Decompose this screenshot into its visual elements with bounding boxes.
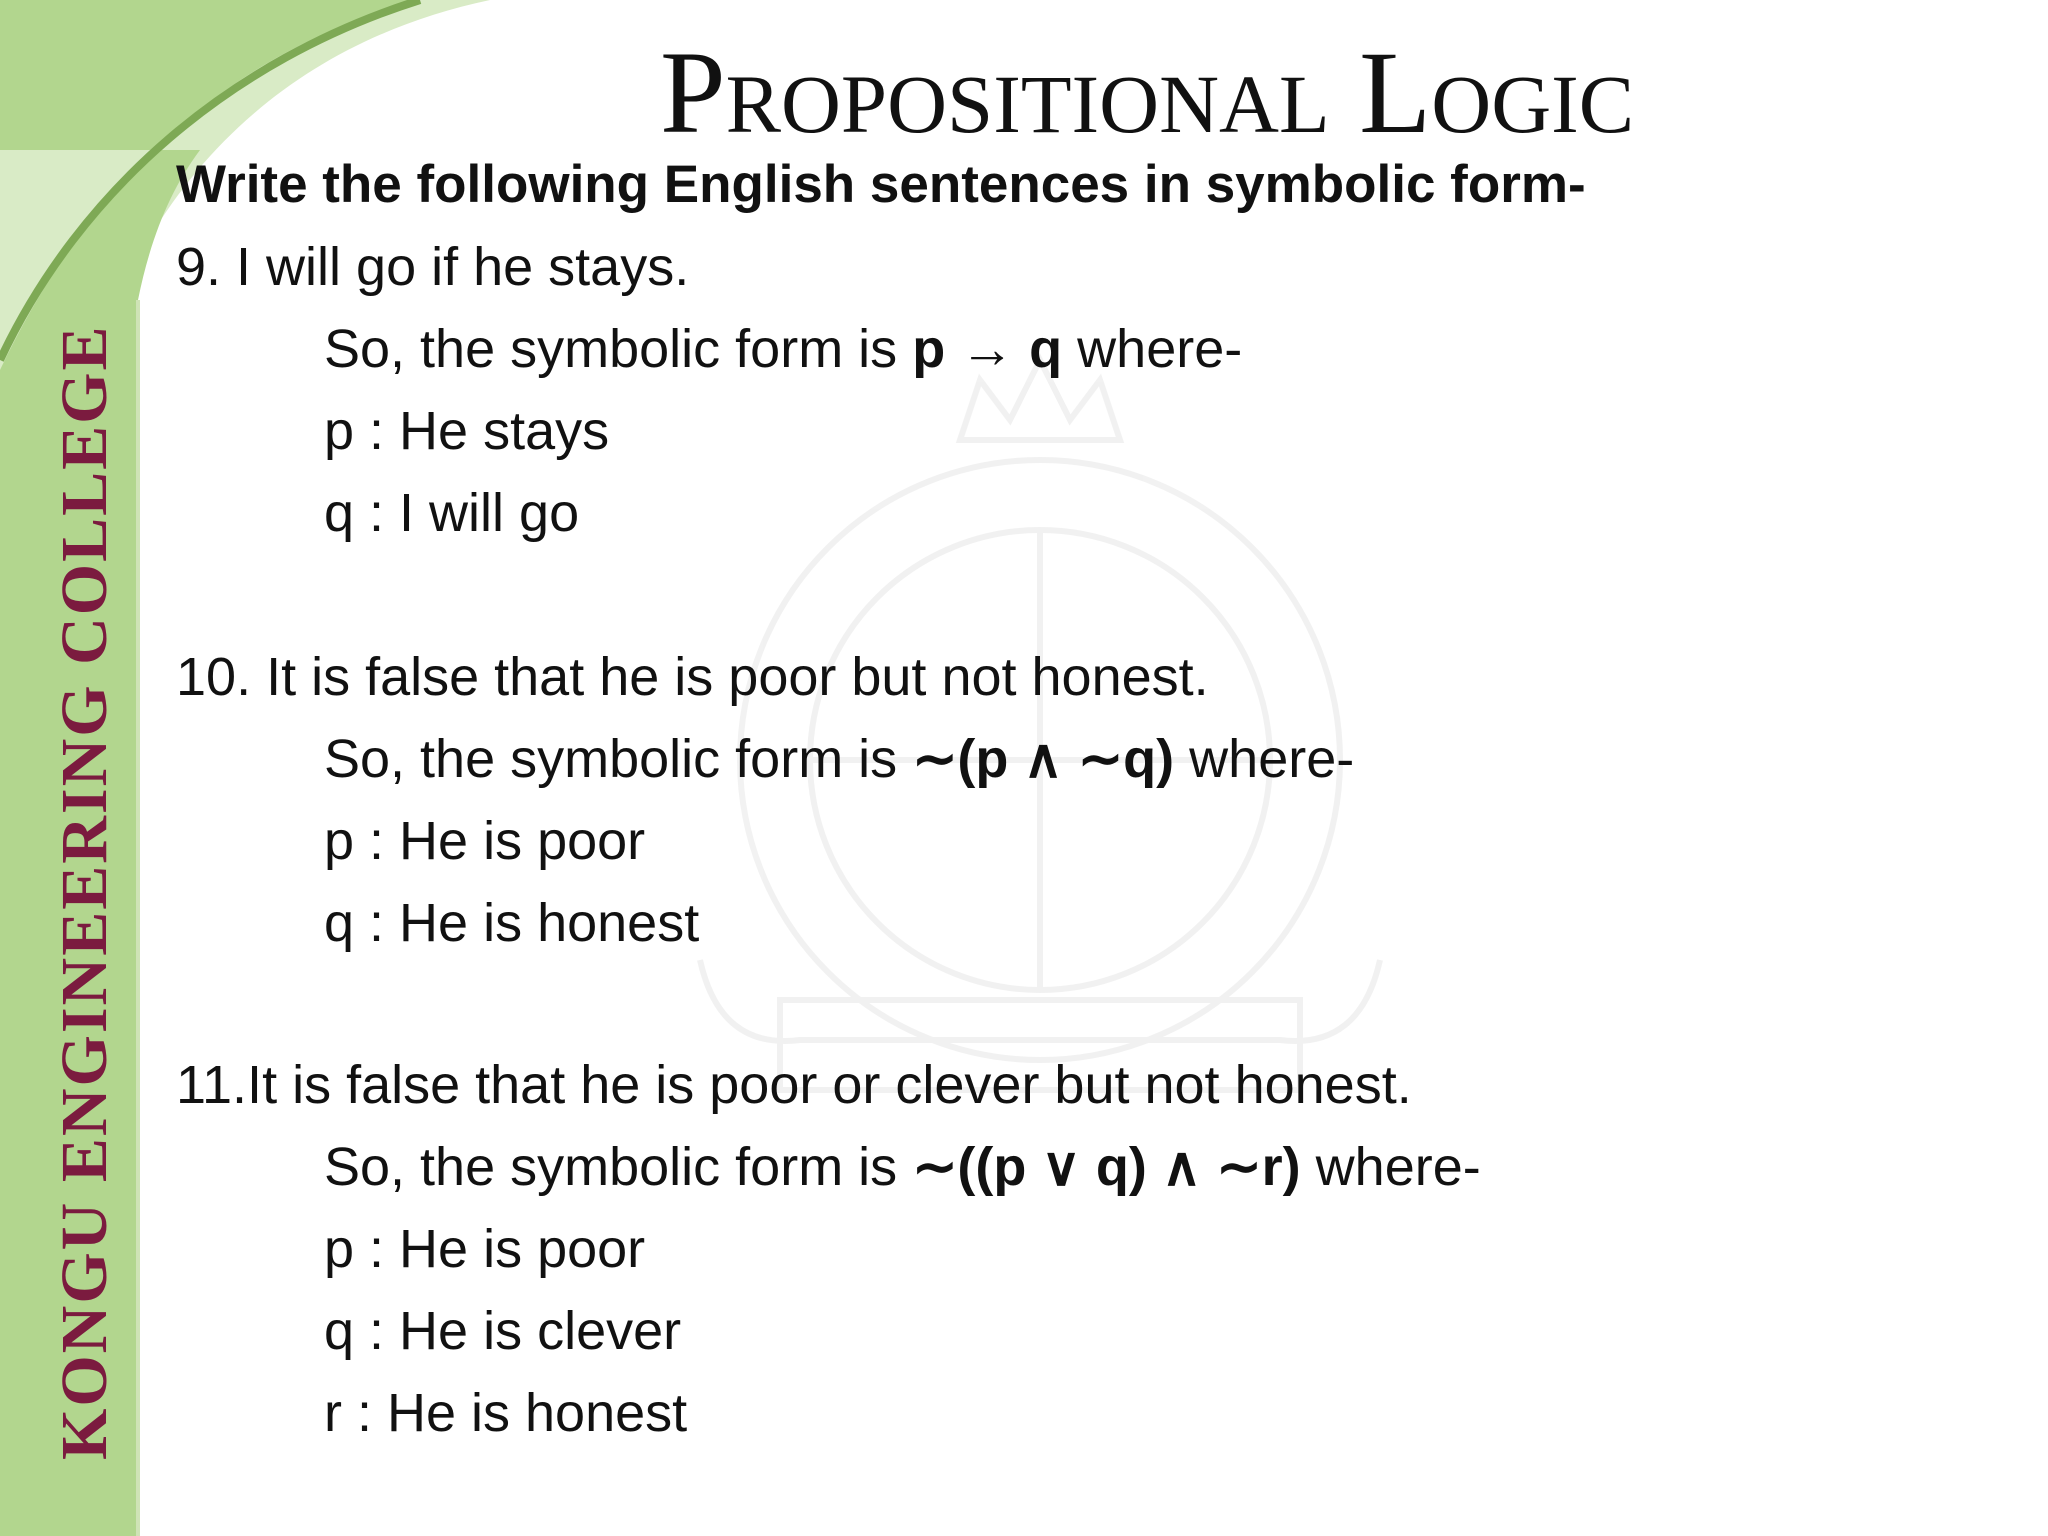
definition-11-p: p : He is poor: [324, 1219, 646, 1279]
answer-suffix: where-: [1062, 319, 1243, 379]
definition-10-q: q : He is honest: [324, 893, 700, 953]
definition-9-q: q : I will go: [324, 483, 580, 543]
formula-10: ∼(p ∧ ∼q): [912, 729, 1175, 789]
definition-10-p: p : He is poor: [324, 811, 646, 871]
answer-prefix: So, the symbolic form is: [324, 729, 913, 789]
definition-9-p: p : He stays: [324, 401, 610, 461]
question-9: 9. I will go if he stays.: [176, 237, 690, 297]
answer-suffix: where-: [1300, 1137, 1481, 1197]
formula-11: ∼((p ∨ q) ∧ ∼r): [912, 1137, 1301, 1197]
answer-10: [324, 724, 1354, 794]
answer-9: [324, 314, 1242, 384]
formula-9: p → q: [912, 319, 1063, 379]
instruction-text: Write the following English sentences in symbolic form-: [176, 155, 1586, 214]
slide-title: Propositional Logic: [660, 27, 1635, 158]
sidebar-college-name: KONGU ENGINEERING COLLEGE: [48, 324, 121, 1460]
definition-11-q: q : He is clever: [324, 1301, 682, 1361]
answer-11: [324, 1132, 1481, 1202]
question-10: 10. It is false that he is poor but not honest.: [176, 647, 1209, 707]
definition-11-r: r : He is honest: [324, 1383, 688, 1443]
answer-suffix: where-: [1174, 729, 1355, 789]
answer-prefix: So, the symbolic form is: [324, 1137, 913, 1197]
answer-prefix: So, the symbolic form is: [324, 319, 913, 379]
question-11: 11.It is false that he is poor or clever but not honest.: [176, 1055, 1412, 1115]
